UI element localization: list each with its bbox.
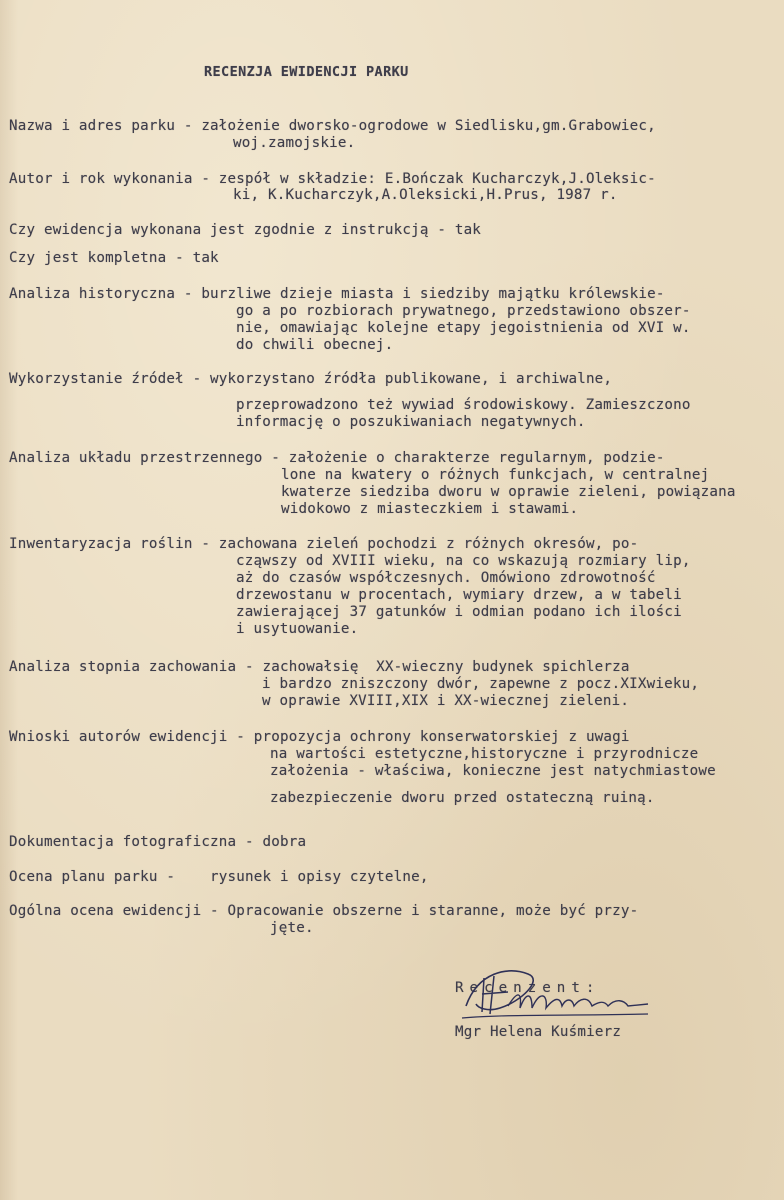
text-line: drzewostanu w procentach, wymiary drzew, a w tabeli (236, 587, 682, 603)
document-title: RECENZJA EWIDENCJI PARKU (204, 64, 409, 80)
text-line: Nazwa i adres parku - założenie dworsko-ogrodowe w Siedlisku,gm.Grabowiec, (9, 118, 656, 134)
text-line: i usytuowanie. (236, 621, 359, 637)
text-line: na wartości estetyczne,historyczne i przyrodnicze (270, 746, 699, 762)
text-line: przeprowadzono też wywiad środowiskowy. Zamieszczono (236, 397, 691, 413)
text-line: zawierającej 37 gatunków i odmian podano ich ilości (236, 604, 682, 620)
text-line: cząwszy od XVIII wieku, na co wskazują rozmiary lip, (236, 553, 691, 569)
text-line: Analiza stopnia zachowania - zachowałsię XX-wieczny budynek spichlerza (9, 659, 630, 675)
section-photo-documentation: Dokumentacja fotograficzna - dobra (9, 834, 307, 850)
text-line: Wnioski autorów ewidencji - propozycja ochrony konserwatorskiej z uwagi (9, 729, 630, 745)
text-line: kwaterze siedziba dworu w oprawie zieleni, powiązana (281, 484, 736, 500)
text-line: aż do czasów współczesnych. Omówiono zdrowotność (236, 570, 656, 586)
text-line: do chwili obecnej. (236, 337, 394, 353)
reviewer-name: Mgr Helena Kuśmierz (455, 1024, 622, 1040)
text-line: ki, K.Kucharczyk,A.Oleksicki,H.Prus, 1987 r. (233, 187, 618, 203)
text-line: widokowo z miasteczkiem i stawami. (281, 501, 579, 517)
text-line: Wykorzystanie źródeł - wykorzystano źródła publikowane, i archiwalne, (9, 371, 613, 387)
text-line: i bardzo zniszczony dwór, zapewne z pocz.XIXwieku, (262, 676, 700, 692)
section-completeness: Czy jest kompletna - tak (9, 250, 219, 266)
text-line: lone na kwatery o różnych funkcjach, w centralnej (281, 467, 710, 483)
text-line: Analiza układu przestrzennego - założenie o charakterze regularnym, podzie- (9, 450, 665, 466)
text-line: w oprawie XVIII,XIX i XX-wiecznej zieleni. (262, 693, 630, 709)
handwritten-signature (448, 962, 658, 1024)
text-line: zabezpieczenie dworu przed ostateczną ruiną. (270, 790, 655, 806)
section-plan-evaluation: Ocena planu parku - rysunek i opisy czytelne, (9, 869, 429, 885)
text-line: założenia - właściwa, konieczne jest natychmiastowe (270, 763, 716, 779)
section-instruction-compliance: Czy ewidencja wykonana jest zgodnie z instrukcją - tak (9, 222, 482, 238)
text-line: nie, omawiając kolejne etapy jegoistnienia od XVI w. (236, 320, 691, 336)
text-line: Ogólna ocena ewidencji - Opracowanie obszerne i staranne, może być przy- (9, 903, 639, 919)
text-line: Autor i rok wykonania - zespół w składzie: E.Bończak Kucharczyk,J.Oleksic- (9, 171, 656, 187)
text-line: woj.zamojskie. (233, 135, 356, 151)
text-line: informację o poszukiwaniach negatywnych. (236, 414, 586, 430)
reviewer-label: Recenzent: (455, 980, 601, 996)
text-line: go a po rozbiorach prywatnego, przedstawiono obszer- (236, 303, 691, 319)
text-line: Inwentaryzacja roślin - zachowana zieleń pochodzi z różnych okresów, po- (9, 536, 639, 552)
text-line: jęte. (270, 920, 314, 936)
text-line: Analiza historyczna - burzliwe dzieje miasta i siedziby majątku królewskie- (9, 286, 665, 302)
